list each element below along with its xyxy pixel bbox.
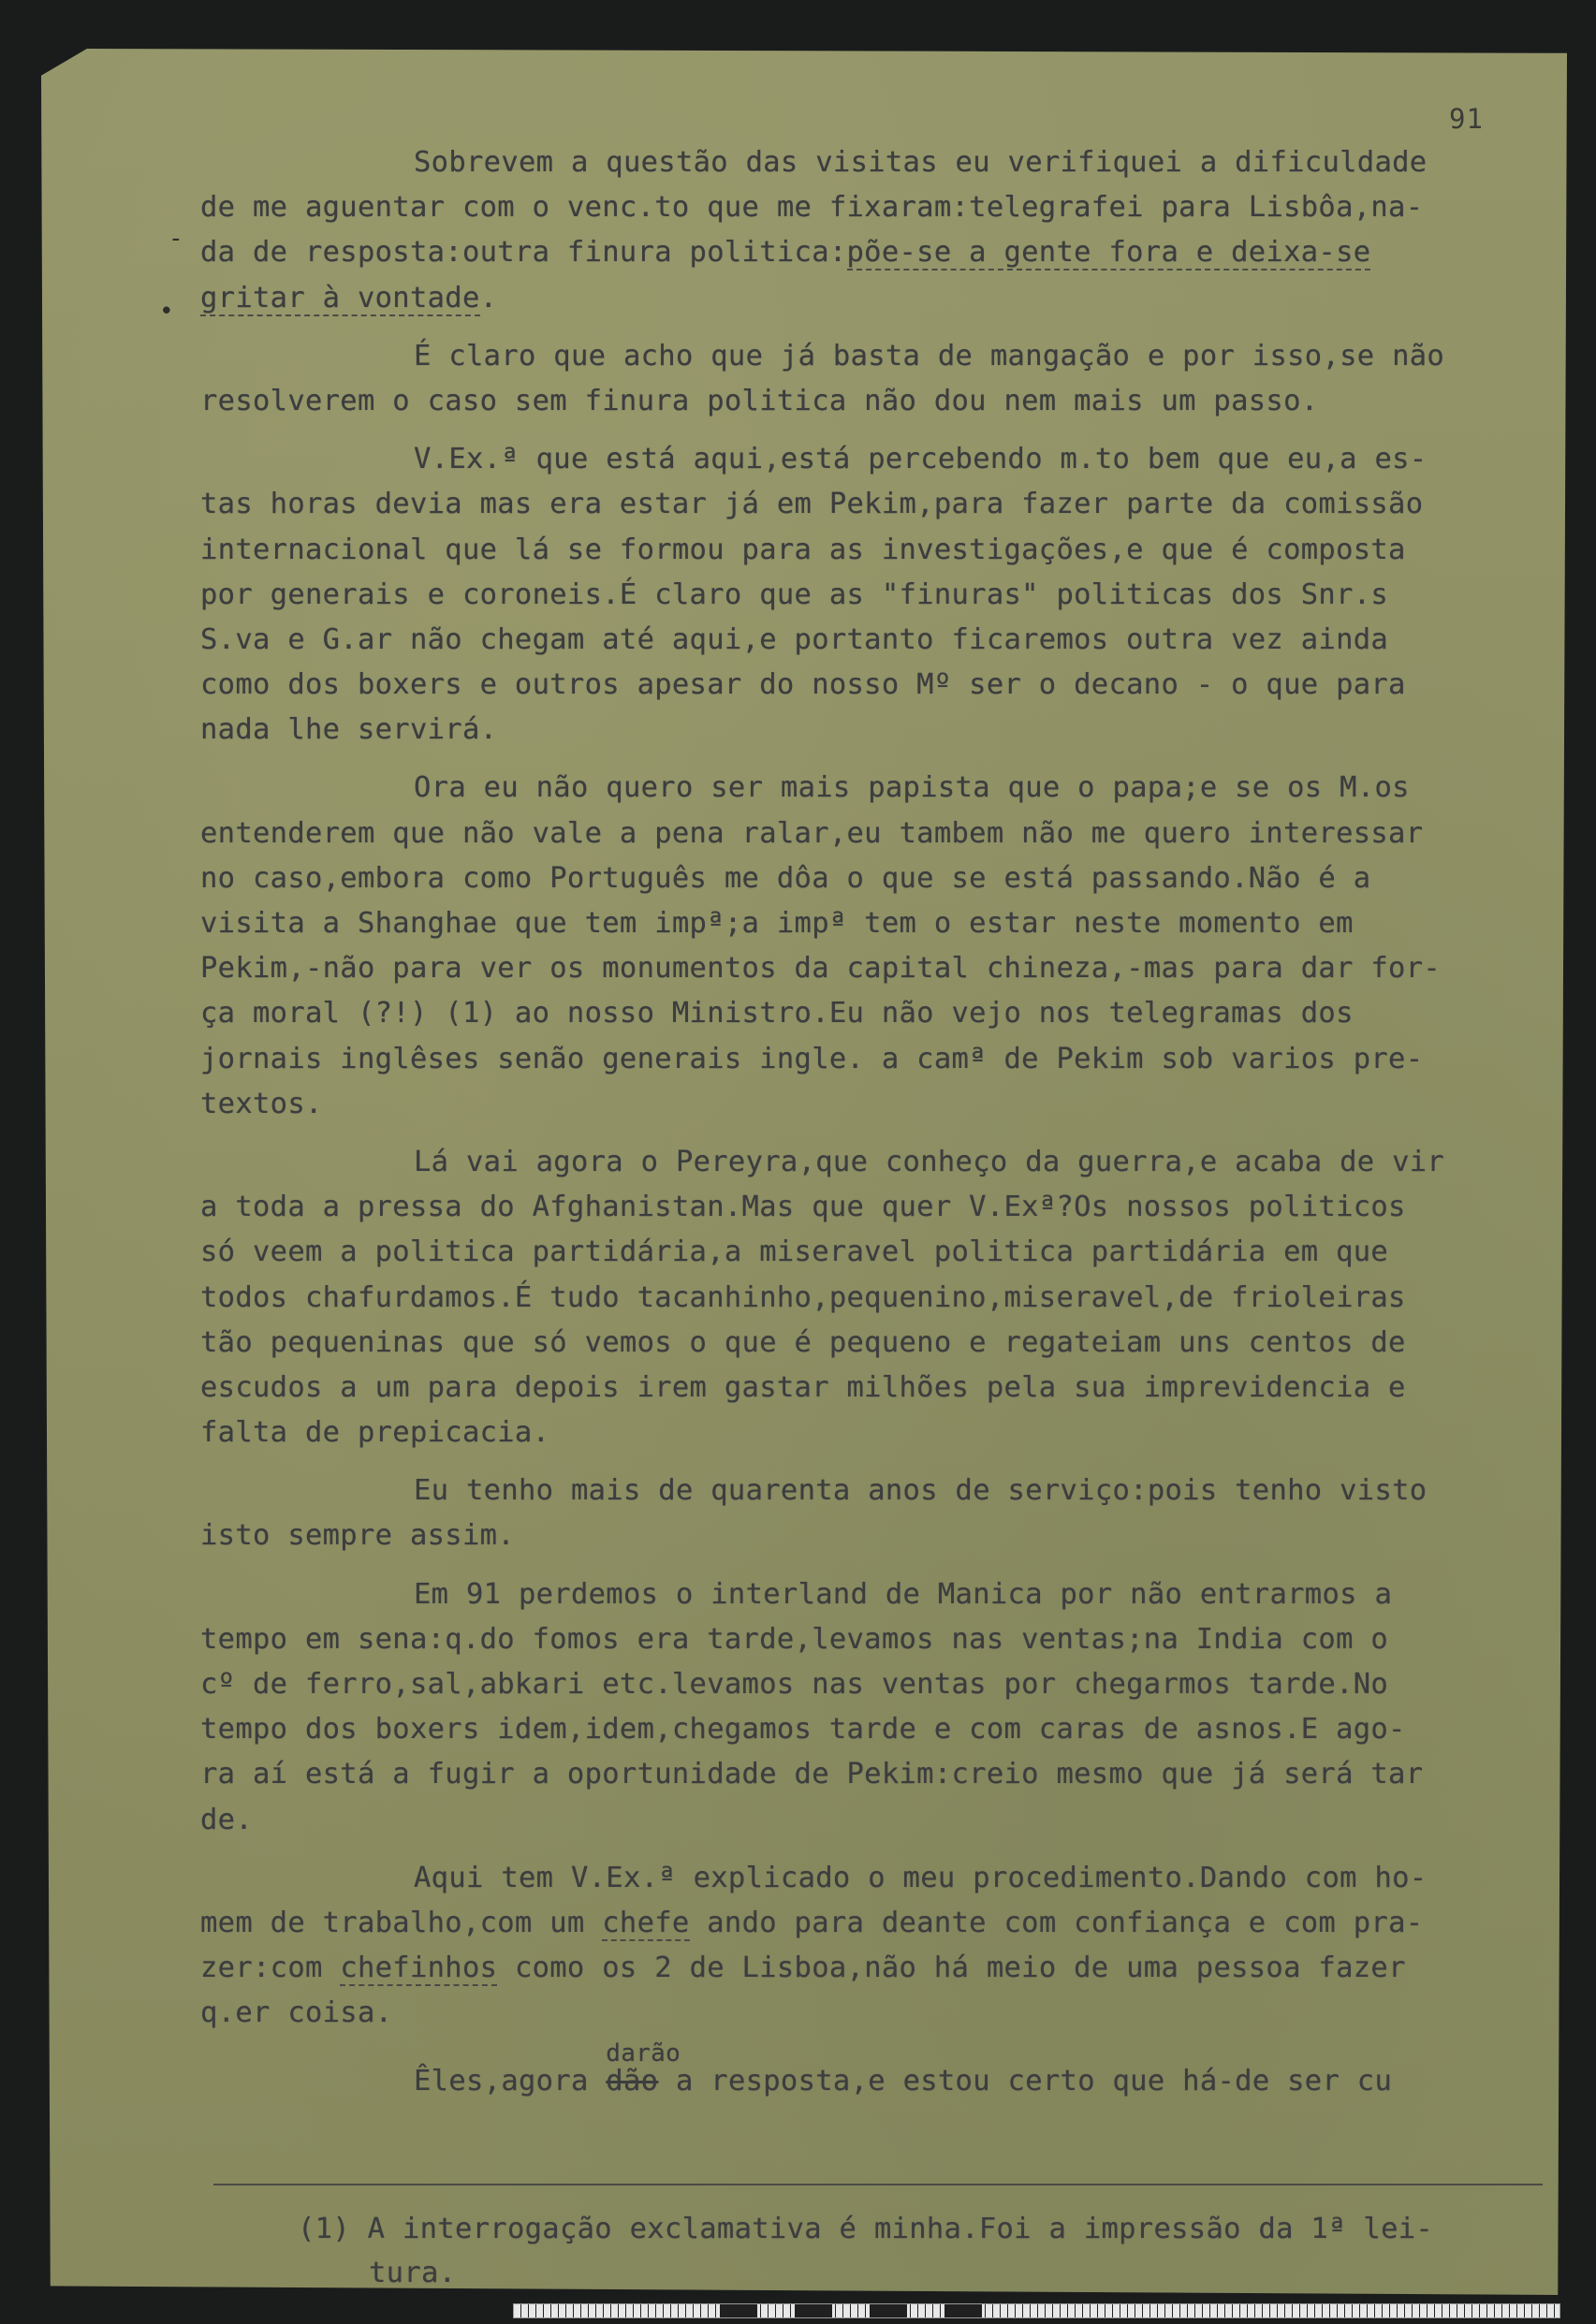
text-line: V.Ex.ª que está aqui,está percebendo m.to bem que eu,a es- [414,443,1428,476]
underlined-phrase: põe-se a gente fora e deixa-se [846,236,1371,270]
text-line [200,230,1548,275]
text-segment: . [479,281,498,314]
text-line: tão pequeninas que só vemos o que é pequeno e regateiam uns centos de [200,1325,1406,1359]
text-line: isto sempre assim. [200,1519,515,1553]
text-segment: ando para deante com confiança e com pra- [689,1906,1424,1939]
text-segment: como os 2 de Lisboa,não há meio de uma pessoa fazer [497,1951,1406,1985]
text-line: É claro que acho que já basta de mangação e por isso,se não [414,339,1445,373]
paragraph [200,2039,1548,2104]
text-line: Eu tenho mais de quarenta anos de serviço:pois tenho visto [414,1474,1428,1508]
text-line: Sobrevem a questão das visitas eu verifiquei a dificuldade [414,146,1428,179]
paragraph [200,334,1548,424]
underlined-word: chefe [602,1906,690,1939]
paragraph [200,766,1548,1127]
letter-body [200,140,1548,2104]
text-line: falta de prepicacia. [200,1416,550,1450]
text-line: Em 91 perdemos o interland de Manica por não entrarmos a [414,1577,1393,1611]
text-line: visita a Shanghae que tem impª;a impª tem o estar neste momento em [200,907,1354,940]
footnote-line: tura. [369,2257,457,2289]
text-line: ça moral (?!) (1) ao nosso Ministro.Eu não vejo nos telegramas dos [200,997,1354,1030]
text-line: Lá vai agora o Pereyra,que conheço da guerra,e acaba de vir [414,1145,1445,1178]
text-line: só veem a politica partidária,a miseravel politica partidária em que [200,1235,1389,1269]
text-line: entenderem que não vale a pena ralar,eu tambem não me quero interessar [200,816,1424,850]
footnote-line: (1) A interrogação exclamativa é minha.Foi a impressão da 1ª lei- [298,2213,1434,2245]
paragraph [200,1469,1548,1558]
paragraph [200,140,1548,321]
text-segment: da de resposta:outra finura politica: [200,236,847,270]
text-segment: zer:com [200,1951,341,1985]
text-line [200,1901,1548,1946]
text-line: resolverem o caso sem finura politica não dou nem mais um passo. [200,384,1319,417]
text-line: Pekim,-não para ver os monumentos da capital chineza,-mas para dar for- [200,952,1442,986]
text-line: jornais inglêses senão generais ingle. a camª de Pekim sob varios pre- [200,1042,1424,1075]
inserted-word: darão [606,2039,681,2068]
paragraph [200,437,1548,753]
text-line: textos. [200,1087,323,1120]
paragraph [200,1856,1548,2037]
text-line: tempo dos boxers idem,idem,chegamos tarde e com caras de asnos.E ago- [200,1713,1406,1747]
text-line: todos chafurdamos.É tudo tacanhinho,pequenino,miseravel,de frioleiras [200,1280,1406,1314]
text-line: por generais e coroneis.É claro que as "finuras" politicas dos Snr.s [200,577,1389,611]
text-segment: mem de trabalho,com um [200,1906,603,1939]
text-line [200,1946,1548,1991]
text-line: Ora eu não quero ser mais papista que o papa;e se os M.os [414,771,1410,805]
text-line: q.er coisa. [200,1996,393,2030]
text-line: S.va e G.ar não chegam até aqui,e portanto ficaremos outra vez ainda [200,622,1389,656]
text-line: Aqui tem V.Ex.ª explicado o meu procedimento.Dando com ho- [414,1861,1428,1894]
footnote-divider [213,2184,1543,2185]
paragraph [200,1140,1548,1455]
text-line: de me aguentar com o venc.to que me fixaram:telegrafei para Lisbôa,na- [200,191,1424,225]
struck-word: dão [606,2064,659,2097]
text-line: internacional que lá se formou para as investigações,e que é composta [200,533,1406,566]
margin-bullet-mark: • [159,298,174,326]
text-line: cº de ferro,sal,abkari etc.levamos nas ventas por chegarmos tarde.No [200,1668,1389,1701]
text-line: nada lhe servirá. [200,713,498,747]
page-number: 91 [1449,103,1484,135]
text-line: de. [200,1803,253,1836]
text-line: tempo em sena:q.do fomos era tarde,levamos nas ventas;na India com o [200,1622,1389,1656]
text-line: no caso,embora como Português me dôa o que se está passando.Não é a [200,861,1371,895]
underlined-phrase: gritar à vontade [200,281,480,314]
text-line: a toda a pressa do Afghanistan.Mas que quer V.Exª?Os nossos politicos [200,1191,1406,1224]
ruler-segment [795,2304,832,2317]
underlined-word: chefinhos [340,1951,498,1985]
footnote [298,2207,1552,2295]
ruler-segment [944,2304,982,2317]
text-line: escudos a um para depois irem gastar milhões pela sua imprevidencia e [200,1370,1406,1404]
text-segment: Êles,agora [414,2064,607,2097]
paragraph [200,1572,1548,1843]
text-line: ra aí está a fugir a oportunidade de Pekim:creio mesmo que já será tar [200,1758,1424,1791]
ruler-segment [720,2304,757,2317]
text-line: tas horas devia mas era estar já em Pekim,para fazer parte da comissão [200,488,1424,521]
text-line: como dos boxers e outros apesar do nosso Mº ser o decano - o que para [200,668,1406,702]
scan-ruler [513,2303,1560,2318]
margin-tick-mark: ‐ [168,225,183,253]
text-line [200,2039,1548,2104]
text-line [200,276,1548,321]
text-segment: a resposta,e estou certo que há-de ser cu [658,2064,1393,2097]
ruler-segment [870,2304,907,2317]
correction [606,2039,681,2104]
